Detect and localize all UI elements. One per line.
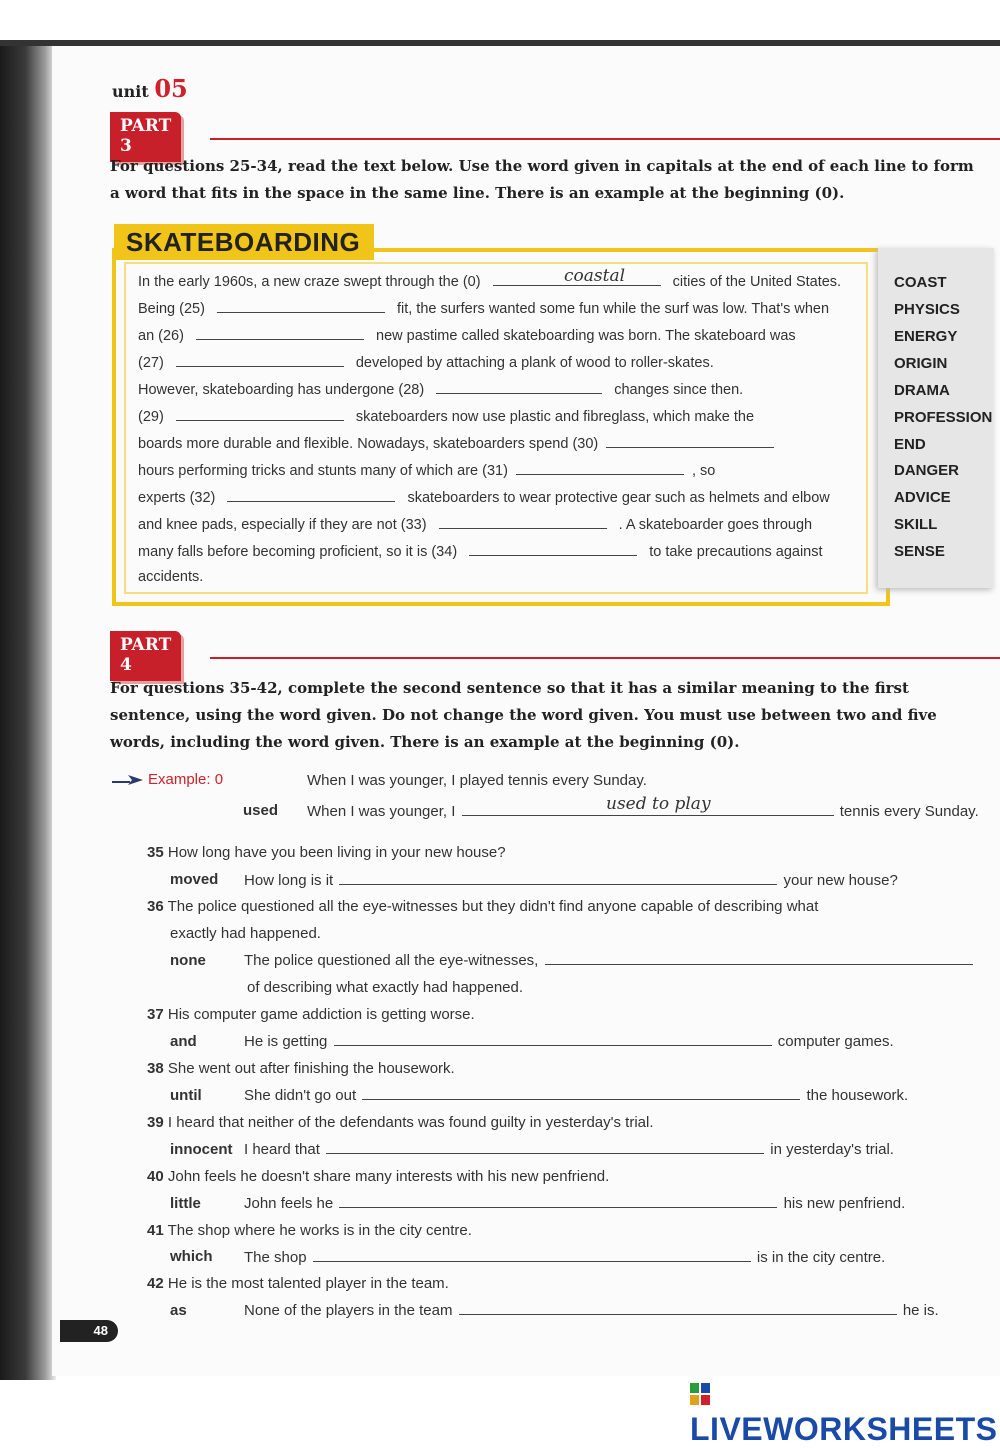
q42-second-sentence: None of the players in the team he is. xyxy=(244,1302,939,1319)
q39-key-word: innocent xyxy=(170,1141,233,1158)
q36-answer-line[interactable] xyxy=(545,952,973,965)
q40-second-sentence: John feels he his new penfriend. xyxy=(244,1195,906,1212)
keyword-energy: ENERGY xyxy=(894,328,958,345)
arrow-icon xyxy=(110,774,144,786)
text-line-28: However, skateboarding has undergone (28) changes since then. xyxy=(138,382,744,398)
keyword-advice: ADVICE xyxy=(894,489,951,506)
q35-second-sentence: How long is it your new house? xyxy=(244,872,898,889)
text-line-34: many falls before becoming proficient, so it is (34) to take precautions against xyxy=(138,544,823,560)
blank-34[interactable] xyxy=(469,543,637,556)
q39-second-sentence: I heard that in yesterday's trial. xyxy=(244,1141,894,1158)
example-first-sentence: When I was younger, I played tennis every Sunday. xyxy=(307,772,647,789)
blank-29[interactable] xyxy=(176,408,344,421)
text-line-0: In the early 1960s, a new craze swept through the (0) cities of the United States. xyxy=(138,274,842,290)
blank-26[interactable] xyxy=(196,327,364,340)
example-answer-handwritten: coastal xyxy=(564,266,626,286)
text-line-26: an (26) new pastime called skateboarding was born. The skateboard was xyxy=(138,328,796,344)
question-36: 36 The police questioned all the eye-witnesses but they didn't find anyone capable of describing what xyxy=(147,898,819,915)
blank-25[interactable] xyxy=(217,300,385,313)
keyword-end: END xyxy=(894,436,926,453)
book-spine-shadow xyxy=(0,40,56,1380)
skateboarding-title: SKATEBOARDING xyxy=(114,224,374,260)
liveworksheets-logo-icon xyxy=(690,1383,710,1405)
q38-second-sentence: She didn't go out the housework. xyxy=(244,1087,909,1104)
q36-key-word: none xyxy=(170,952,206,969)
blank-28[interactable] xyxy=(436,381,602,394)
keyword-skill: SKILL xyxy=(894,516,938,533)
blank-33[interactable] xyxy=(439,516,607,529)
part3-tag: PART 3 xyxy=(110,112,181,162)
question-37: 37 His computer game addiction is getting worse. xyxy=(147,1006,475,1023)
keyword-coast: COAST xyxy=(894,274,947,291)
keyword-sense: SENSE xyxy=(894,543,945,560)
q41-second-sentence: The shop is in the city centre. xyxy=(244,1249,886,1266)
part4-instructions: For questions 35-42, complete the second sentence so that it has a similar meaning to the first sentence, using the word given. Do not change the word given. You must use between two and five words, including the word given. There is an example at the beginning (0). xyxy=(110,679,937,751)
text-line-25: Being (25) fit, the surfers wanted some fun while the surf was low. That's when xyxy=(138,301,830,317)
q39-answer-line[interactable] xyxy=(326,1141,764,1154)
part4-tag: PART 4 xyxy=(110,631,181,681)
question-42: 42 He is the most talented player in the team. xyxy=(147,1275,449,1292)
text-line-32: experts (32) skateboarders to wear protective gear such as helmets and elbow xyxy=(138,490,830,506)
liveworksheets-wordmark: LIVEWORKSHEETS xyxy=(690,1411,998,1447)
blank-32[interactable] xyxy=(227,489,395,502)
example-second-sentence: When I was younger, I tennis every Sunday. xyxy=(307,803,979,820)
q41-key-word: which xyxy=(170,1248,213,1265)
q41-answer-line[interactable] xyxy=(313,1249,751,1262)
example-word: used xyxy=(243,802,279,819)
q35-key-word: moved xyxy=(170,871,219,888)
question-38: 38 She went out after finishing the housework. xyxy=(147,1060,455,1077)
q37-answer-line[interactable] xyxy=(334,1033,772,1046)
blank-27[interactable] xyxy=(176,354,344,367)
keyword-physics: PHYSICS xyxy=(894,301,960,318)
text-line-31: hours performing tricks and stunts many of which are (31) , so xyxy=(138,463,716,479)
keyword-danger: DANGER xyxy=(894,462,960,479)
keyword-profession: PROFESSION xyxy=(894,409,993,426)
q40-key-word: little xyxy=(170,1195,201,1212)
unit-number: 05 xyxy=(154,74,188,103)
q35-answer-line[interactable] xyxy=(339,872,777,885)
text-line-29: (29) skateboarders now use plastic and fibreglass, which make the xyxy=(138,409,755,425)
keyword-drama: DRAMA xyxy=(894,382,950,399)
part3-instructions: For questions 25-34, read the text below. Use the word given in capitals at the end of each line to form a word that fits in the space in the same line. There is an example at the beginning (0). xyxy=(110,157,974,202)
part4-rule xyxy=(210,657,1000,659)
q36-second-sentence-cont: of describing what exactly had happened. xyxy=(247,979,524,996)
question-41: 41 The shop where he works is in the city centre. xyxy=(147,1222,472,1239)
question-40: 40 John feels he doesn't share many interests with his new penfriend. xyxy=(147,1168,610,1185)
text-line-end: accidents. xyxy=(138,569,204,585)
q42-key-word: as xyxy=(170,1302,187,1319)
q40-answer-line[interactable] xyxy=(339,1195,777,1208)
unit-heading xyxy=(112,74,188,103)
example-answer-text: used to play xyxy=(606,794,711,814)
text-line-30: boards more durable and flexible. Nowadays, skateboarders spend (30) xyxy=(138,435,778,452)
unit-label: unit xyxy=(112,82,149,101)
q42-answer-line[interactable] xyxy=(459,1302,897,1315)
q36-second-sentence: The police questioned all the eye-witnesses, xyxy=(244,952,975,969)
q38-key-word: until xyxy=(170,1087,202,1104)
liveworksheets-logo xyxy=(690,1374,1000,1448)
blank-30[interactable] xyxy=(606,435,774,448)
part3-rule xyxy=(210,138,1000,140)
q37-second-sentence: He is getting computer games. xyxy=(244,1033,894,1050)
blank-31[interactable] xyxy=(516,462,684,475)
question-36-cont: exactly had happened. xyxy=(170,925,321,942)
question-35: 35 How long have you been living in your new house? xyxy=(147,844,506,861)
page-number: 48 xyxy=(60,1320,118,1342)
q38-answer-line[interactable] xyxy=(362,1087,800,1100)
example-label: Example: 0 xyxy=(148,771,224,788)
question-39: 39 I heard that neither of the defendants was found guilty in yesterday's trial. xyxy=(147,1114,654,1131)
keyword-origin: ORIGIN xyxy=(894,355,948,372)
text-line-33: and knee pads, especially if they are not (33) . A skateboarder goes through xyxy=(138,517,813,533)
text-line-27: (27) developed by attaching a plank of wood to roller-skates. xyxy=(138,355,714,371)
q37-key-word: and xyxy=(170,1033,197,1050)
